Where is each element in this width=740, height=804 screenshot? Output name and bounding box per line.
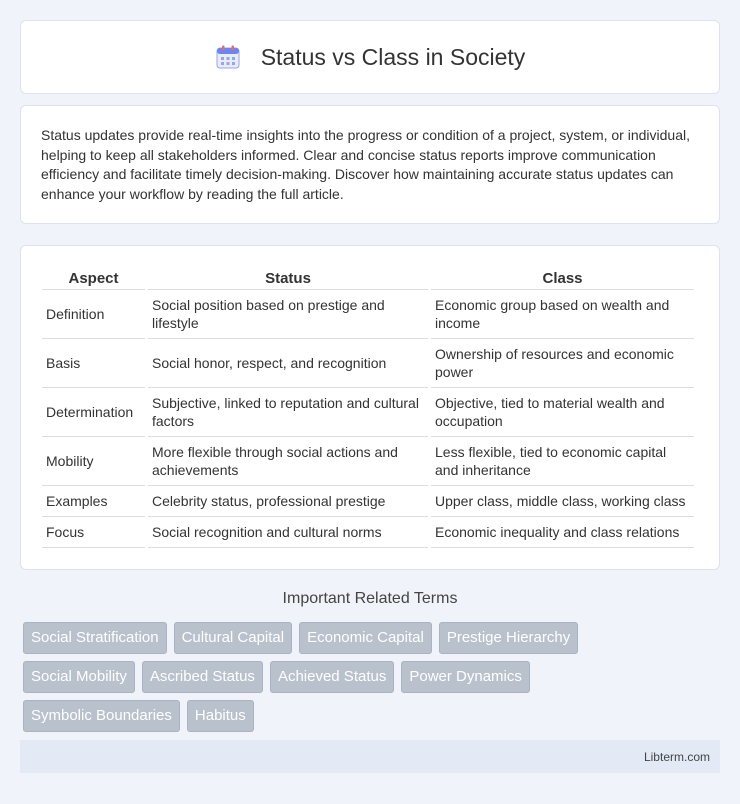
- table-cell-status: Celebrity status, professional prestige: [148, 486, 428, 517]
- tag-prestige-hierarchy[interactable]: Prestige Hierarchy: [439, 622, 578, 654]
- table-cell-aspect: Determination: [42, 388, 145, 437]
- table-cell-aspect: Mobility: [42, 437, 145, 486]
- table-cell-class: Economic inequality and class relations: [431, 517, 694, 548]
- tag-economic-capital[interactable]: Economic Capital: [299, 622, 432, 654]
- footer-site-link[interactable]: Libterm.com: [643, 749, 710, 764]
- table-cell-status: Social honor, respect, and recognition: [148, 339, 428, 388]
- tag-power-dynamics[interactable]: Power Dynamics: [401, 661, 530, 693]
- table-row: [42, 388, 694, 437]
- intro-card: [20, 105, 720, 224]
- table-cell-status: Social recognition and cultural norms: [148, 517, 428, 548]
- table-row: [42, 339, 694, 388]
- comparison-card: [20, 245, 720, 570]
- table-cell-class: Objective, tied to material wealth and occupation: [431, 388, 694, 437]
- table-cell-status: Subjective, linked to reputation and cultural factors: [148, 388, 428, 437]
- table-row: [42, 290, 694, 339]
- table-row: [42, 437, 694, 486]
- column-header-class: Class: [431, 266, 694, 290]
- related-terms-list: [23, 622, 623, 732]
- intro-text: Status updates provide real-time insights into the progress or condition of a project, system, or individual, helping to keep all stakeholders informed. Clear and concise status reports improve communication efficiency and facilitate timely decision-making. Discover how maintaining accurate status updates can enhance your workflow by reading the full article.: [41, 127, 690, 202]
- page-title: Status vs Class in Society: [260, 43, 526, 70]
- table-cell-class: Upper class, middle class, working class: [431, 486, 694, 517]
- table-cell-status: Social position based on prestige and lifestyle: [148, 290, 428, 339]
- table-cell-aspect: Basis: [42, 339, 145, 388]
- column-header-status: Status: [148, 266, 428, 290]
- table-cell-status: More flexible through social actions and achievements: [148, 437, 428, 486]
- table-cell-aspect: Focus: [42, 517, 145, 548]
- tag-habitus[interactable]: Habitus: [187, 700, 254, 732]
- related-terms-title: Important Related Terms: [282, 590, 458, 607]
- table-cell-class: Economic group based on wealth and income: [431, 290, 694, 339]
- table-cell-aspect: Examples: [42, 486, 145, 517]
- tag-ascribed-status[interactable]: Ascribed Status: [142, 661, 263, 693]
- table-cell-class: Less flexible, tied to economic capital and inheritance: [431, 437, 694, 486]
- column-header-aspect: Aspect: [42, 266, 145, 290]
- header-card: [20, 20, 720, 94]
- table-row: [42, 486, 694, 517]
- table-row: [42, 517, 694, 548]
- table-cell-class: Ownership of resources and economic power: [431, 339, 694, 388]
- table-cell-aspect: Definition: [42, 290, 145, 339]
- calendar-icon: [215, 44, 241, 70]
- tag-social-stratification[interactable]: Social Stratification: [23, 622, 167, 654]
- comparison-table: [39, 266, 697, 548]
- tag-social-mobility[interactable]: Social Mobility: [23, 661, 135, 693]
- table-header-row: [42, 266, 694, 290]
- tag-symbolic-boundaries[interactable]: Symbolic Boundaries: [23, 700, 180, 732]
- tag-cultural-capital[interactable]: Cultural Capital: [174, 622, 293, 654]
- tag-achieved-status[interactable]: Achieved Status: [270, 661, 394, 693]
- footer: [20, 740, 720, 773]
